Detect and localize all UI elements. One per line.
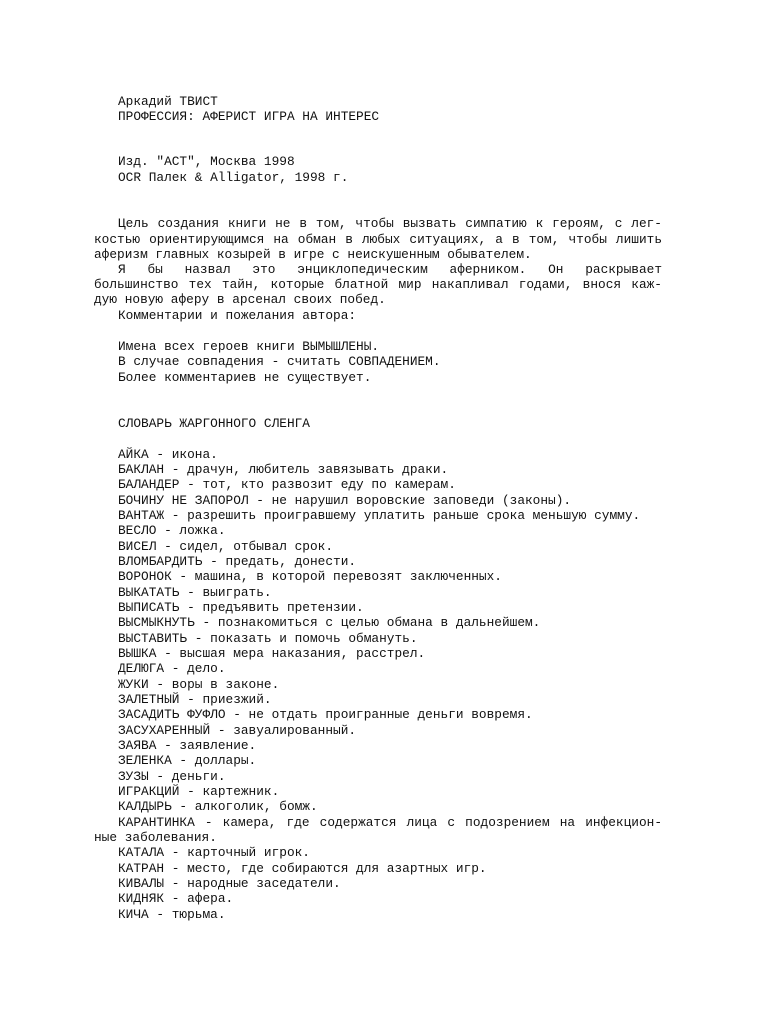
intro-line: большинство тех тайн, которые блатной мир накапливал годами, внося каж- xyxy=(94,277,662,292)
glossary-entry: ВЫКАТАТЬ - выиграть. xyxy=(118,585,272,600)
notice-line: Имена всех героев книги ВЫМЫШЛЕНЫ. xyxy=(118,339,380,354)
glossary-entry: БОЧИНУ НЕ ЗАПОРОЛ - не нарушил воровские заповеди (законы). xyxy=(118,493,572,508)
glossary-entry: КАТРАН - место, где собираются для азартных игр. xyxy=(118,861,487,876)
intro-line: Комментарии и пожелания автора: xyxy=(118,308,357,323)
glossary-entry: ЖУКИ - воры в законе. xyxy=(118,677,280,692)
glossary-entry: ВАНТАЖ - разрешить проигравшему уплатить раньше срока меньшую сумму. xyxy=(118,508,641,523)
glossary-entry-continuation: ные заболевания. xyxy=(94,830,217,845)
glossary-entry: ЗАСУХАРЕННЫЙ - завуалированный. xyxy=(118,723,357,738)
glossary-entry: ЗЕЛЕНКА - доллары. xyxy=(118,753,257,768)
glossary-entry: КАТАЛА - карточный игрок. xyxy=(118,845,310,860)
glossary-entry: БАЛАНДЕР - тот, кто развозит еду по камерам. xyxy=(118,477,456,492)
glossary-entry: ВЛОМБАРДИТЬ - предать, донести. xyxy=(118,554,357,569)
glossary-entry: ВЫШКА - высшая мера наказания, расстрел. xyxy=(118,646,426,661)
intro-line: Я бы назвал это энциклопедическим аферником. Он раскрывает xyxy=(118,262,662,277)
glossary-entry: КИЧА - тюрьма. xyxy=(118,907,226,922)
glossary-entry: ЗУЗЫ - деньги. xyxy=(118,769,226,784)
glossary-entry: КИДНЯК - афера. xyxy=(118,891,234,906)
glossary-entry: КАРАНТИНКА - камера, где содержатся лица с подозрением на инфекцион- xyxy=(118,815,662,830)
glossary-entry: ЗАСАДИТЬ ФУФЛО - не отдать проигранные деньги вовремя. xyxy=(118,707,533,722)
author-title: Аркадий ТВИСТ xyxy=(118,94,218,109)
glossary-entry: ВЫСМЫКНУТЬ - познакомиться с целью обмана в дальнейшем. xyxy=(118,615,541,630)
book-title: ПРОФЕССИЯ: АФЕРИСТ ИГРА НА ИНТЕРЕС xyxy=(118,109,380,124)
glossary-entry: ВЫСТАВИТЬ - показать и помочь обмануть. xyxy=(118,631,418,646)
ocr-credit-line: OCR Палек & Alligator, 1998 г. xyxy=(118,170,349,185)
glossary-entry: ДЕЛЮГА - дело. xyxy=(118,661,226,676)
glossary-entry: БАКЛАН - драчун, любитель завязывать драки. xyxy=(118,462,449,477)
notice-line: Более комментариев не существует. xyxy=(118,370,372,385)
glossary-entry: ВИСЕЛ - сидел, отбывал срок. xyxy=(118,539,334,554)
intro-line: костью ориентирующимся на обман в любых ситуациях, а в том, чтобы лишить xyxy=(94,232,662,247)
glossary-entry: ЗАЛЕТНЫЙ - приезжий. xyxy=(118,692,272,707)
glossary-entry: КИВАЛЫ - народные заседатели. xyxy=(118,876,341,891)
glossary-entry: ВЫПИСАТЬ - предъявить претензии. xyxy=(118,600,364,615)
glossary-heading: СЛОВАРЬ ЖАРГОННОГО СЛЕНГА xyxy=(118,416,310,431)
glossary-entry: ВЕСЛО - ложка. xyxy=(118,523,226,538)
intro-line: аферизм главных козырей в игре с неискушенным обывателем. xyxy=(94,247,532,262)
glossary-entry: ЗАЯВА - заявление. xyxy=(118,738,257,753)
intro-line: Цель создания книги не в том, чтобы вызвать симпатию к героям, с лег- xyxy=(118,216,662,231)
notice-line: В случае совпадения - считать СОВПАДЕНИЕМ. xyxy=(118,354,441,369)
glossary-entry: АЙКА - икона. xyxy=(118,447,218,462)
glossary-entry: ИГРАКЦИЙ - картежник. xyxy=(118,784,280,799)
glossary-entry: ВОРОНОК - машина, в которой перевозят заключенных. xyxy=(118,569,502,584)
intro-line: дую новую аферу в арсенал своих побед. xyxy=(94,292,386,307)
publisher-line: Изд. "АСТ", Москва 1998 xyxy=(118,154,295,169)
glossary-entry: КАЛДЫРЬ - алкоголик, бомж. xyxy=(118,799,318,814)
